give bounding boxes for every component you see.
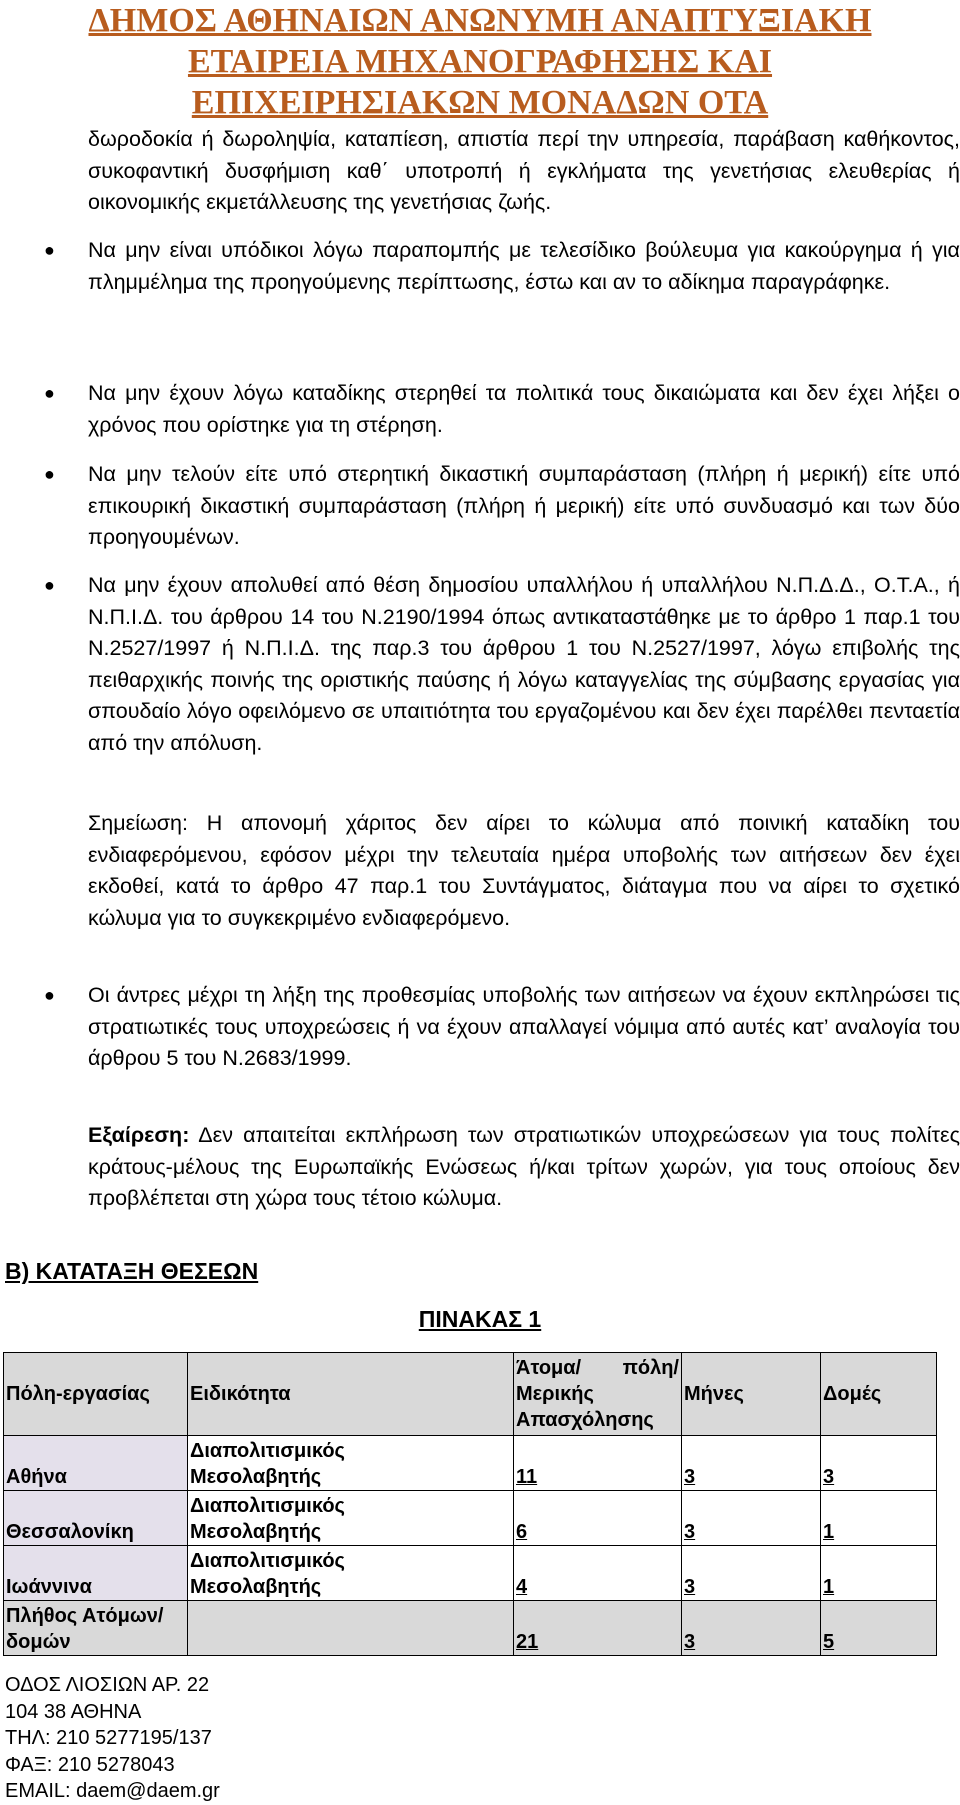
table-row [4, 1546, 937, 1601]
table-title: ΠΙΝΑΚΑΣ 1 [418, 1306, 542, 1332]
table-row [4, 1436, 937, 1491]
city-cell: Αθήνα [4, 1436, 188, 1491]
footer-phone: ΤΗΛ: 210 5277195/137 [5, 1727, 212, 1749]
count-cell: 4 [514, 1546, 682, 1601]
positions-table [3, 1352, 937, 1656]
total-count-cell: 21 [514, 1601, 682, 1656]
bullet-item-5: Οι άντρες μέχρι τη λήξη της προθεσμίας υποβολής των αιτήσεων να έχουν εκπληρώσει τις στρατιωτικές τους υποχρεώσεις ή να έχουν απαλλαγεί νόμιμα από αυτές κατ’ αναλογία του άρθρου 5 του Ν.2683/1999. [88, 983, 960, 1071]
bullet-item-4: Να μην έχουν απολυθεί από θέση δημοσίου υπαλλήλου ή υπαλλήλου Ν.Π.Δ.Δ., Ο.Τ.Α., ή Ν.Π.Ι.Δ. του άρθρου 14 του Ν.2190/1994 όπως αντικαταστάθηκε με το άρθρο 1 παρ.1 του Ν.2527/1997 ή Ν.Π.Ι.Δ. της παρ.3 του άρθρου 1 του Ν.2527/1997, λόγω επιβολής της πειθαρχικής ποινής της οριστικής παύσης ή λόγω καταγγελίας της σύμβασης εργασίας για σπουδαίο λόγο οφειλόμενο σε υπαιτιότητα του εργαζομένου και δεν έχει παρέλθει πενταετία από την απόλυση. [88, 573, 960, 755]
specialty-cell: Διαπολιτισμικός Μεσολαβητής [188, 1491, 514, 1546]
structures-cell: 1 [821, 1491, 937, 1546]
specialty-cell: Διαπολιτισμικός Μεσολαβητής [188, 1546, 514, 1601]
bullet-item-3: Να μην τελούν είτε υπό στερητική δικαστική συμπαράσταση (πλήρη ή μερική) είτε υπό επικουρική δικαστική συμπαράσταση (πλήρη ή μερική) είτε υπό συνδυασμό και των δύο προηγουμένων. [88, 462, 960, 550]
bullet-icon: ● [44, 575, 55, 595]
total-empty-cell [188, 1601, 514, 1656]
bullet-item-1: Να μην είναι υπόδικοι λόγω παραπομπής με τελεσίδικο βούλευμα για κακούργημα ή για πλημμέλημα της προηγούμενης περίπτωσης, έστω και αν το αδίκημα παραγράφηκε. [88, 238, 960, 294]
exception-label: Εξαίρεση: [88, 1123, 190, 1147]
column-header: Ειδικότητα [188, 1353, 514, 1436]
note-paragraph: Σημείωση: Η απονομή χάριτος δεν αίρει το κώλυμα από ποινική καταδίκη του ενδιαφερόμενου, εφόσον μέχρι την τελευταία ημέρα υποβολής των αιτήσεων δεν έχει εκδοθεί, κατά το άρθρο 47 παρ.1 του Συντάγματος, διάταγμα που να αίρει το σχετικό κώλυμα για το συγκεκριμένο ενδιαφερόμενο. [88, 811, 960, 930]
months-cell: 3 [682, 1546, 821, 1601]
company-header [0, 0, 960, 123]
structures-cell: 1 [821, 1546, 937, 1601]
total-structures-cell: 5 [821, 1601, 937, 1656]
footer-address: ΟΔΟΣ ΛΙΟΣΙΩΝ ΑΡ. 22 [5, 1674, 210, 1696]
bullet-icon: ● [44, 464, 55, 484]
table-total-row [4, 1601, 937, 1656]
count-cell: 6 [514, 1491, 682, 1546]
column-header: Μήνες [682, 1353, 821, 1436]
exception-paragraph [88, 1120, 960, 1215]
months-cell: 3 [682, 1436, 821, 1491]
bullet-icon: ● [44, 240, 55, 260]
header-line-2: ΕΤΑΙΡΕΙΑ ΜΗΧΑΝΟΓΡΑΦΗΣΗΣ ΚΑΙ [187, 43, 773, 80]
structures-cell: 3 [821, 1436, 937, 1491]
column-header: Δομές [821, 1353, 937, 1436]
footer-fax: ΦΑΞ: 210 5278043 [5, 1753, 175, 1776]
bullet-icon: ● [44, 985, 55, 1005]
table-row [4, 1491, 937, 1546]
footer-city: 104 38 ΑΘΗΝΑ [5, 1700, 142, 1723]
column-header: Άτομα/ πόλη/ Μερικής Απασχόλησης [514, 1353, 682, 1436]
specialty-cell: Διαπολιτισμικός Μεσολαβητής [188, 1436, 514, 1491]
header-line-3: ΕΠΙΧΕΙΡΗΣΙΑΚΩΝ ΜΟΝΑΔΩΝ ΟΤΑ [191, 84, 769, 121]
city-cell: Ιωάννινα [4, 1546, 188, 1601]
contact-footer [5, 1672, 220, 1805]
section-title: Β) ΚΑΤΑΤΑΞΗ ΘΕΣΕΩΝ [5, 1258, 259, 1284]
city-cell: Θεσσαλονίκη [4, 1491, 188, 1546]
continuation-paragraph: δωροδοκία ή δωροληψία, καταπίεση, απιστία περί την υπηρεσία, παράβαση καθήκοντος, συκοφαντική δυσφήμιση καθ΄ υποτροπή ή εγκλήματα της γενετήσιας ελευθερίας ή οικονομικής εκμετάλλευσης της γενετήσιας ζωής. [88, 127, 960, 215]
total-label-cell: Πλήθος Ατόμων/δομών [4, 1601, 188, 1656]
header-line-1: ΔΗΜΟΣ ΑΘΗΝΑΙΩΝ ΑΝΩΝΥΜΗ ΑΝΑΠΤΥΞΙΑΚΗ [88, 2, 872, 39]
bullet-item-2: Να μην έχουν λόγω καταδίκης στερηθεί τα πολιτικά τους δικαιώματα και δεν έχει λήξει ο χρόνος που ορίστηκε για τη στέρηση. [88, 381, 960, 437]
months-cell: 3 [682, 1491, 821, 1546]
count-cell: 11 [514, 1436, 682, 1491]
column-header: Πόλη-εργασίας [4, 1353, 188, 1436]
exception-text: Δεν απαιτείται εκπλήρωση των στρατιωτικών υποχρεώσεων για τους πολίτες κράτους-μέλους της Ευρωπαϊκής Ενώσεως ή/και τρίτων χωρών, για τους οποίους δεν προβλέπεται στη χώρα τους τέτοιο κώλυμα. [88, 1123, 960, 1211]
table-header-row [4, 1353, 937, 1436]
total-months-cell: 3 [682, 1601, 821, 1656]
bullet-icon: ● [44, 383, 55, 403]
footer-email: EMAIL: daem@daem.gr [5, 1780, 220, 1802]
